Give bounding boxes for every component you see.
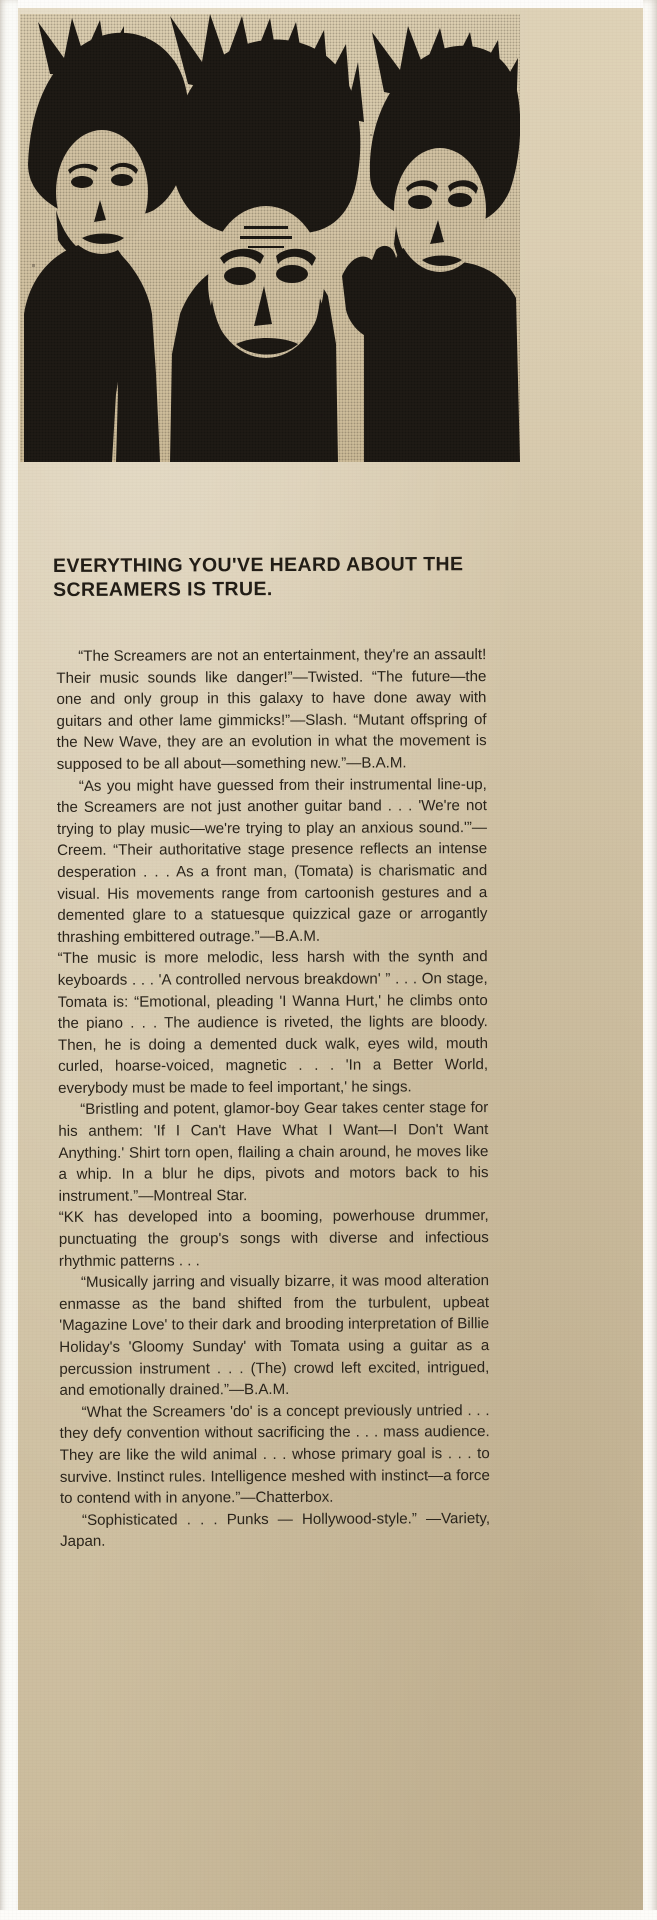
paragraph: “The music is more melodic, less harsh with the synth and keyboards . . . 'A controlled nervous breakdown' ” . . . On stage, Tomata is: “Emotional, pleading 'I Wanna Hurt,' he climbs onto the piano . . . The audience is riveted, the lights are bloody. Then, he is doing a demented duck walk, eyes wild, mouth curled, hoarse-voiced, magnetic . . . 'In a Better World, everybody must be made to feel important,' he sings.: [57, 948, 489, 1097]
paragraph: “As you might have guessed from their instrumental line-up, the Screamers are not just another guitar band . . . 'We're not trying to play music—we're trying to play an anxious sound.'”—Creem. “Their authoritative stage presence reflects an intense desperation . . . As a front man, (Tomata) is charismatic and visual. His movements range from cartoonish gestures and a demented glare to a statuesque quizzical gaze or arrogantly thrashing embittered outrage.”—B.A.M.: [56, 775, 488, 946]
band-photo: [20, 14, 520, 462]
band-photo-image: [20, 14, 520, 462]
page-left-margin: [0, 0, 18, 1920]
paragraph: “Musically jarring and visually bizarre, it was mood alteration enmasse as the band shifted from the turbulent, upbeat 'Magazine Love' to their dark and brooding interpretation of Billie Holiday's 'Gloomy Sunday' with Tomata using a guitar as a percussion instrument . . . (The) crowd left excited, intrigued, and emotionally drained.”—B.A.M.: [59, 1272, 490, 1400]
page-title: EVERYTHING YOU'VE HEARD ABOUT THE SCREAMERS IS TRUE.: [52, 553, 464, 602]
article-body: [56, 644, 490, 1553]
paragraph: “What the Screamers 'do' is a concept previously untried . . . they defy convention without sacrificing the . . . mass audience. They are like the wild animal . . . whose primary goal is . . . to survive. Instinct rules. Intelligence meshed with instinct—a force to contend with in anyone.”—Chatterbox.: [59, 1401, 490, 1508]
paragraph: “Bristling and potent, glamor-boy Gear takes center stage for his anthem: 'If I Can't Have What I Want—I Don't Want Anything.' Shirt torn open, flailing a chain around, he moves like a whip. In a blur he dips, pivots and motors back to his instrument.”—Montreal Star.: [58, 1099, 489, 1205]
paragraph: “Sophisticated . . . Punks — Hollywood-style.” —Variety, Japan.: [60, 1509, 491, 1551]
page-top-edge: [0, 0, 657, 8]
page-bottom-edge: [0, 1910, 657, 1920]
paragraph: “The Screamers are not an entertainment, they're an assault! Their music sounds like danger!”—Twisted. “The future—the one and only group in this galaxy to have done away with guitars and other lame gimmicks!”—Slash. “Mutant offspring of the New Wave, they are an evolution in what the movement is supposed to be all about—something new.”—B.A.M.: [56, 646, 487, 773]
page-right-margin: [643, 0, 657, 1920]
paragraph: “KK has developed into a booming, powerhouse drummer, punctuating the group's songs with diverse and infectious rhythmic patterns . . .: [58, 1207, 489, 1270]
